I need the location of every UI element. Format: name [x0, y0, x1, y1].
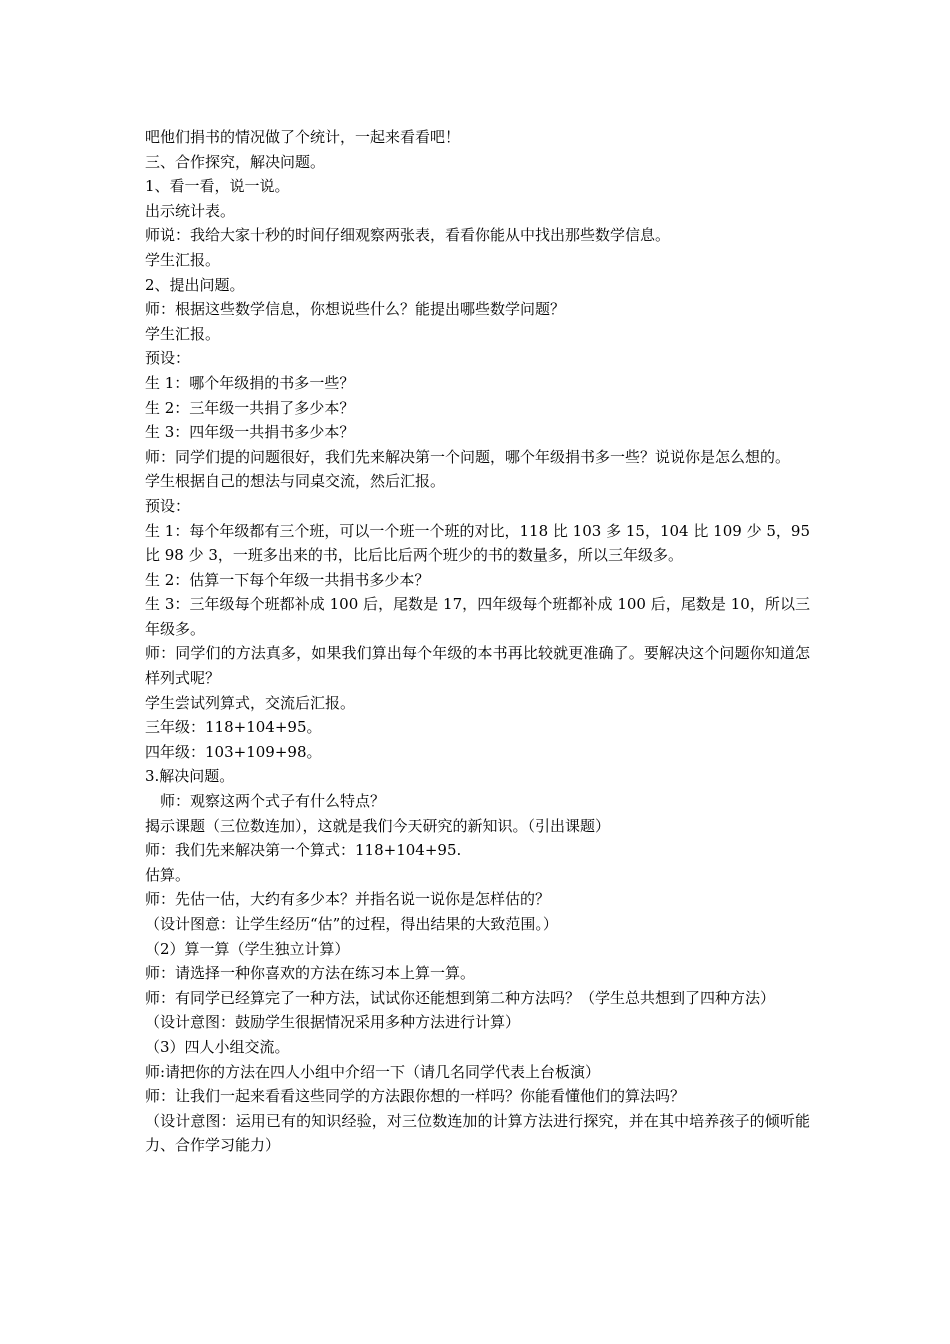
paragraph: 师：让我们一起来看看这些同学的方法跟你想的一样吗？你能看懂他们的算法吗？: [145, 1087, 686, 1106]
paragraph: 生 1：哪个年级捐的书多一些？: [145, 373, 355, 392]
paragraph: 三年级：118+104+95。: [145, 718, 322, 737]
paragraph: 师：同学们提的问题很好，我们先来解决第一个问题，哪个年级捐书多一些？说说你是怎么想的。: [145, 447, 791, 466]
paragraph: 预设：: [145, 496, 191, 515]
paragraph: 师：请选择一种你喜欢的方法在练习本上算一算。: [145, 964, 476, 983]
paragraph: 师：观察这两个式子有什么特点？: [160, 792, 386, 811]
paragraph: 师:请把你的方法在四人小组中介绍一下（请几名同学代表上台板演）: [145, 1062, 601, 1081]
paragraph: 学生汇报。: [145, 324, 221, 343]
paragraph: 预设：: [145, 349, 191, 368]
paragraph: 师：我们先来解决第一个算式：118+104+95.: [145, 841, 462, 860]
paragraph: 师：先估一估，大约有多少本？并指名说一说你是怎样估的？: [145, 890, 551, 909]
paragraph: 师：同学们的方法真多，如果我们算出每个年级的本书再比较就更准确了。要解决这个问题你知道怎样列式呢？: [145, 644, 810, 688]
paragraph: 揭示课题（三位数连加），这就是我们今天研究的新知识。（引出课题）: [145, 816, 611, 835]
paragraph: 估算。: [145, 865, 191, 884]
paragraph: （设计图意：让学生经历“估”的过程，得出结果的大致范围。）: [145, 915, 558, 933]
paragraph: 生 2：三年级一共捐了多少本？: [145, 398, 355, 417]
paragraph: 学生根据自己的想法与同桌交流，然后汇报。: [145, 472, 446, 491]
paragraph: （2）算一算（学生独立计算）: [145, 939, 350, 958]
paragraph: （设计意图：鼓励学生很据情况采用多种方法进行计算）: [145, 1013, 521, 1032]
subheading: 2、提出问题。: [145, 275, 245, 294]
subheading: 3.解决问题。: [145, 767, 235, 786]
paragraph: 学生汇报。: [145, 250, 221, 269]
paragraph: 生 3：三年级每个班都补成 100 后，尾数是 17，四年级每个班都补成 100 后，尾数是 10，所以三年级多。: [145, 595, 810, 638]
subheading: 1、看一看，说一说。: [145, 177, 290, 196]
paragraph: 四年级：103+109+98。: [145, 742, 322, 761]
paragraph: （3）四人小组交流。: [145, 1037, 290, 1056]
paragraph: 生 2：估算一下每个年级一共捐书多少本？: [145, 570, 430, 589]
paragraph: 学生尝试列算式，交流后汇报。: [145, 693, 356, 712]
paragraph: 师说：我给大家十秒的时间仔细观察两张表，看看你能从中找出那些数学信息。: [145, 226, 671, 245]
paragraph: 吧他们捐书的情况做了个统计，一起来看看吧！: [145, 128, 461, 146]
paragraph: 生 1：每个年级都有三个班，可以一个班一个班的对比，118 比 103 多 15，104 比 109 少 5，95 比 98 少 3，一班多出来的书，比后比后两个班少的书的数量多，所以三年级多。: [145, 521, 810, 565]
paragraph: 生 3：四年级一共捐书多少本？: [145, 423, 355, 442]
paragraph: （设计意图：运用已有的知识经验，对三位数连加的计算方法进行探究，并在其中培养孩子的倾听能力、合作学习能力）: [145, 1111, 810, 1155]
paragraph: 师：根据这些数学信息，你想说些什么？能提出哪些数学问题？: [145, 300, 566, 319]
paragraph: 师：有同学已经算完了一种方法，试试你还能想到第二种方法吗？（学生总共想到了四种方法）: [145, 988, 776, 1007]
paragraph: 出示统计表。: [145, 201, 236, 220]
section-heading: 三、合作探究，解决问题。: [145, 152, 326, 171]
document-page: [145, 125, 810, 1158]
